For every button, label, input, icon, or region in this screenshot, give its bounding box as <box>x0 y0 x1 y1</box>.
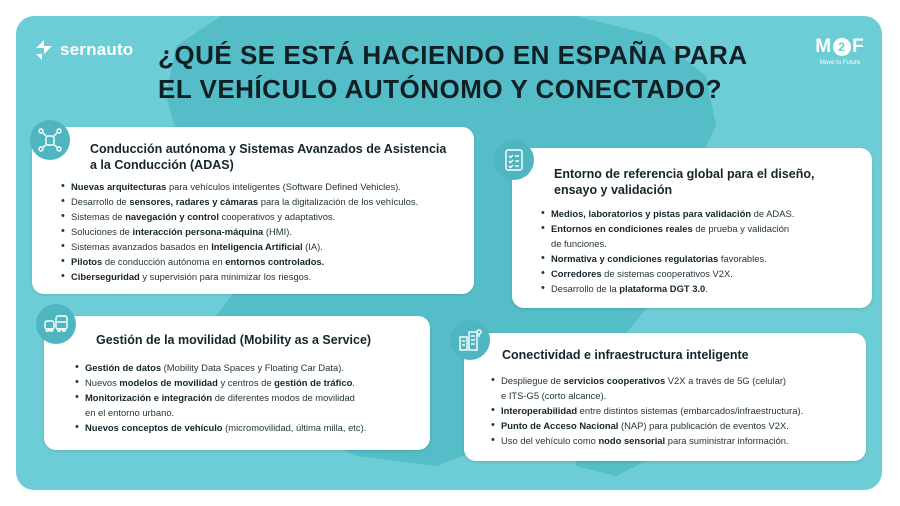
list-item: • Nuevos modelos de movilidad y centros de gestión de tráfico. <box>85 375 440 390</box>
movilidad-card <box>44 316 430 450</box>
sernauto-logo-icon <box>34 38 54 62</box>
list-item: • Ciberseguridad y supervisión para minimizar los riesgos. <box>71 269 481 284</box>
list-item: • Punto de Acceso Nacional (NAP) para publicación de eventos V2X. <box>501 418 876 433</box>
list-item: • Nuevos conceptos de vehículo (micromovilidad, última milla, etc). <box>85 420 440 435</box>
vehicles-icon <box>36 304 76 344</box>
list-item: • Monitorización e integración de diferentes modos de movilidad en el entorno urbano. <box>85 390 440 420</box>
conectividad-list <box>488 373 876 448</box>
title-line-2: EL VEHÍCULO AUTÓNOMO Y CONECTADO? <box>158 74 722 104</box>
conectividad-heading: Conectividad e infraestructura inteligente <box>502 348 749 362</box>
m2f-logo <box>808 36 872 66</box>
list-item: • Sistemas avanzados basados en Inteligencia Artificial (IA). <box>71 239 481 254</box>
autonomous-car-network-icon <box>30 120 70 160</box>
entorno-list <box>538 206 876 296</box>
list-item: • Corredores de sistemas cooperativos V2X. <box>551 266 876 281</box>
checklist-icon <box>494 140 534 180</box>
list-item: • Entornos en condiciones reales de prueba y validación de funciones. <box>551 221 876 251</box>
list-item: • Medios, laboratorios y pistas para validación de ADAS. <box>551 206 876 221</box>
list-item: • Desarrollo de la plataforma DGT 3.0. <box>551 281 876 296</box>
m2f-logo-f: F <box>852 36 865 57</box>
list-item: • Despliegue de servicios cooperativos V2X a través de 5G (celular) e ITS-G5 (corto alcance). <box>501 373 876 403</box>
list-item: • Interoperabilidad entre distintos sistemas (embarcados/infraestructura). <box>501 403 876 418</box>
entorno-heading: Entorno de referencia global para el diseño, ensayo y validación <box>554 167 815 197</box>
list-item: • Desarrollo de sensores, radares y cámaras para la digitalización de los vehículos. <box>71 194 481 209</box>
list-item: • Soluciones de interacción persona-máquina (HMI). <box>71 224 481 239</box>
movilidad-heading: Gestión de la movilidad (Mobility as a Service) <box>96 333 372 347</box>
list-item: • Normativa y condiciones regulatorias favorables. <box>551 251 876 266</box>
adas-heading: Conducción autónoma y Sistemas Avanzados de Asistencia a la Conducción (ADAS) <box>90 142 447 172</box>
list-item: • Sistemas de navegación y control cooperativos y adaptativos. <box>71 209 481 224</box>
m2f-logo-m: M <box>815 36 833 57</box>
list-item: • Uso del vehículo como nodo sensorial para suministrar información. <box>501 433 876 448</box>
page-title <box>158 38 758 106</box>
m2f-tagline: Move to Future <box>819 60 861 66</box>
adas-card <box>32 127 474 294</box>
list-item: • Nuevas arquitecturas para vehículos inteligentes (Software Defined Vehicles). <box>71 179 481 194</box>
connected-city-icon <box>450 320 490 360</box>
sernauto-logo-text: sernauto <box>60 40 134 59</box>
list-item: • Pilotos de conducción autónoma en entornos controlados. <box>71 254 481 269</box>
m2f-logo-2: 2 <box>833 38 851 56</box>
sernauto-logo <box>34 38 133 62</box>
list-item: • Gestión de datos (Mobility Data Spaces y Floating Car Data). <box>85 360 440 375</box>
conectividad-card <box>464 333 866 461</box>
adas-list <box>58 179 481 284</box>
title-line-1: ¿QUÉ SE ESTÁ HACIENDO EN ESPAÑA PARA <box>158 40 748 70</box>
entorno-card <box>512 148 872 308</box>
movilidad-list <box>72 360 440 435</box>
